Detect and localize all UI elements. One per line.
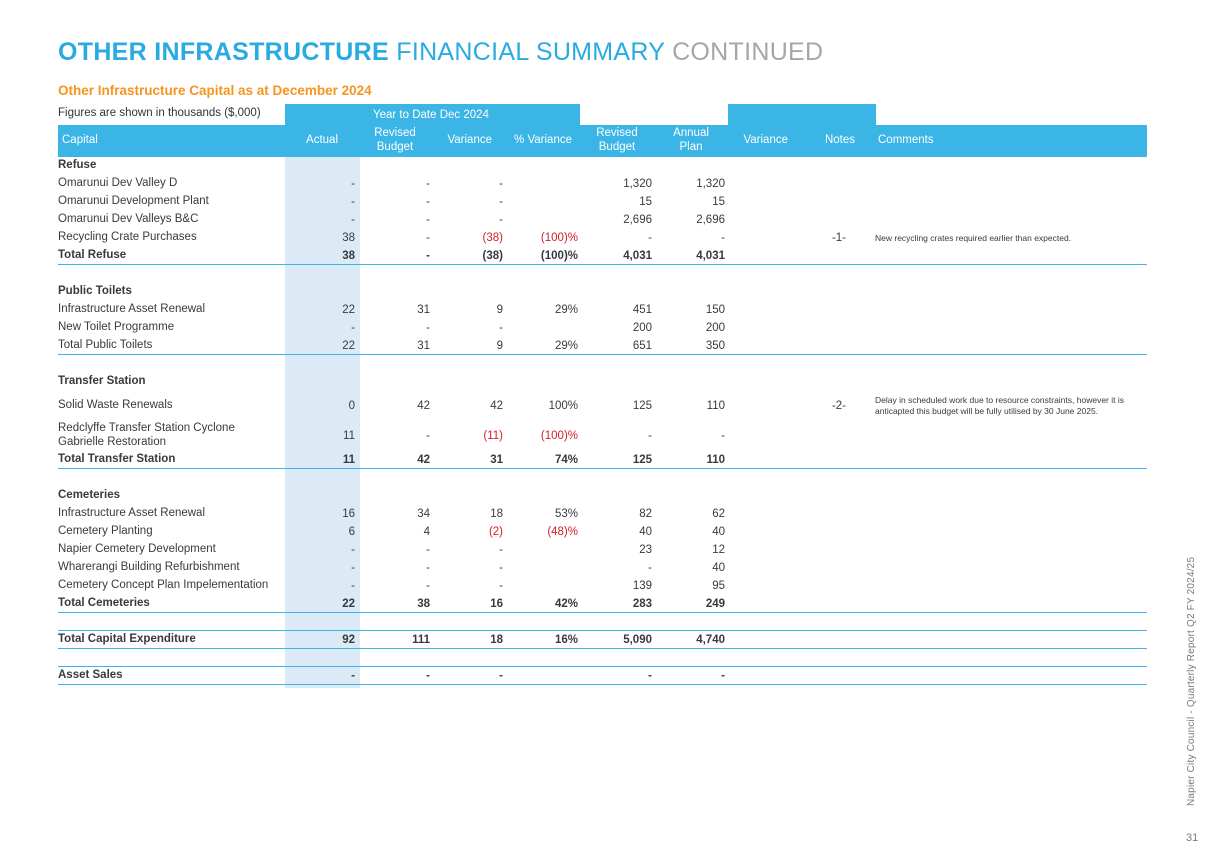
- table-row: [58, 193, 1147, 211]
- cell-variance: -: [499, 669, 503, 682]
- cell-revised-budget-annual: -: [648, 232, 652, 244]
- cell-revised-budget-annual: 283: [632, 597, 652, 610]
- cell-actual: 16: [342, 508, 355, 520]
- cell-revised-budget: 111: [412, 633, 430, 646]
- total-row: [58, 631, 1147, 649]
- cell-notes: -1-: [831, 232, 846, 244]
- cell-actual: 22: [342, 304, 355, 316]
- row-label: Cemetery Concept Plan Impelementation: [58, 579, 269, 592]
- cell-actual: -: [351, 214, 355, 226]
- cell-comments: New recycling crates required earlier than expected.: [875, 232, 1072, 243]
- row-label: Napier Cemetery Development: [58, 543, 216, 556]
- row-label: Cemetery Planting: [58, 525, 153, 538]
- cell-revised-budget-annual: 40: [639, 526, 652, 538]
- cell-annual-plan: 350: [705, 339, 725, 352]
- cell-revised-budget-annual: 5,090: [623, 633, 652, 646]
- cell-revised-budget: -: [426, 249, 430, 262]
- cell-variance: 9: [496, 339, 503, 352]
- row-label: Recycling Crate Purchases: [58, 231, 197, 244]
- cell-variance: -: [499, 178, 503, 190]
- section-heading: [58, 157, 1147, 175]
- cell-annual-plan: 110: [706, 453, 725, 466]
- cell-variance: (11): [483, 430, 503, 442]
- row-label: Public Toilets: [58, 285, 132, 298]
- table-row: [58, 559, 1147, 577]
- cell-pct-variance: 53%: [554, 508, 578, 520]
- row-label: Wharerangi Building Refurbishment: [58, 561, 240, 574]
- row-label: [58, 649, 284, 666]
- cell-revised-budget: -: [426, 669, 430, 682]
- cell-pct-variance: [508, 193, 578, 211]
- cell-variance: -: [499, 196, 503, 208]
- cell-annual-plan: 2,696: [696, 214, 725, 226]
- cell-revised-budget: 42: [417, 400, 430, 412]
- cell-annual-plan: 1,320: [696, 178, 725, 190]
- cell-revised-budget-annual: 23: [639, 544, 652, 556]
- cell-pct-variance: 16%: [554, 633, 578, 646]
- table-row: [58, 175, 1147, 193]
- row-label: New Toilet Programme: [58, 321, 175, 334]
- header-comments: Comments: [878, 134, 934, 147]
- row-label: [58, 355, 284, 373]
- header-revised-budget: Revised Budget: [374, 127, 416, 153]
- title-grey: CONTINUED: [672, 38, 824, 66]
- figures-note: Figures are shown in thousands ($,000): [58, 107, 261, 119]
- cell-revised-budget: -: [426, 196, 430, 208]
- cell-revised-budget: 42: [417, 453, 430, 466]
- cell-revised-budget: 31: [417, 304, 430, 316]
- cell-actual: -: [351, 196, 355, 208]
- table-row: [58, 469, 1147, 487]
- table-row: [58, 421, 1147, 451]
- table-row: [58, 649, 1147, 667]
- cell-actual: -: [351, 322, 355, 334]
- row-label: Refuse: [58, 159, 97, 172]
- page-title: [58, 38, 823, 67]
- cell-pct-variance: [508, 577, 578, 595]
- cell-variance: 18: [490, 508, 503, 520]
- total-row: [58, 667, 1147, 685]
- header-variance: Variance: [447, 134, 492, 147]
- cell-revised-budget: 4: [423, 526, 430, 538]
- table-row: [58, 541, 1147, 559]
- cell-revised-budget: 38: [417, 597, 430, 610]
- cell-pct-variance: 29%: [554, 304, 578, 316]
- cell-notes: -2-: [831, 400, 846, 412]
- annual-header-gap: [580, 104, 728, 125]
- header-notes: Notes: [824, 134, 855, 147]
- row-label: [58, 469, 284, 487]
- cell-revised-budget-annual: 125: [632, 400, 652, 412]
- cell-annual-plan: -: [721, 430, 725, 442]
- table-row: [58, 577, 1147, 595]
- cell-revised-budget-annual: 139: [632, 580, 652, 592]
- table-row: [58, 613, 1147, 631]
- cell-actual: 22: [342, 597, 355, 610]
- cell-annual-plan: 4,031: [696, 249, 725, 262]
- row-label: [58, 265, 284, 283]
- cell-comments: Delay in scheduled work due to resource constraints, however it is anticapted this budget will be fully utilised by 30 June 2025.: [875, 395, 1124, 416]
- title-light: FINANCIAL SUMMARY: [396, 38, 665, 66]
- cell-revised-budget: 31: [417, 339, 430, 352]
- cell-actual: 0: [348, 400, 355, 412]
- table-row: [58, 301, 1147, 319]
- table-row: [58, 523, 1147, 541]
- ytd-label: Year to Date Dec 2024: [373, 109, 489, 121]
- cell-annual-plan: 12: [712, 544, 725, 556]
- row-label: Total Capital Expenditure: [58, 632, 196, 645]
- cell-pct-variance: (100)%: [540, 232, 578, 244]
- cell-actual: -: [351, 669, 355, 682]
- row-label: Redclyffe Transfer Station Cyclone Gabrielle Restoration: [58, 422, 235, 448]
- cell-pct-variance: (100)%: [540, 430, 578, 442]
- row-label: Omarunui Dev Valleys B&C: [58, 213, 199, 226]
- cell-variance: 31: [490, 453, 503, 466]
- row-label: Total Transfer Station: [58, 452, 176, 465]
- row-label: Omarunui Development Plant: [58, 195, 209, 208]
- cell-revised-budget-annual: 15: [639, 196, 652, 208]
- cell-revised-budget-annual: 4,031: [623, 249, 652, 262]
- cell-revised-budget: -: [426, 178, 430, 190]
- cell-actual: 11: [342, 453, 355, 466]
- row-label: Total Public Toilets: [58, 338, 153, 351]
- cell-pct-variance: [508, 211, 578, 229]
- cell-revised-budget: -: [426, 580, 430, 592]
- cell-pct-variance: 42%: [554, 597, 578, 610]
- cell-annual-plan: -: [721, 669, 725, 682]
- cell-annual-plan: 40: [712, 526, 725, 538]
- notes-header-band: [728, 104, 876, 125]
- table-row: [58, 391, 1147, 421]
- cell-revised-budget-annual: 451: [632, 304, 652, 316]
- cell-revised-budget: -: [426, 214, 430, 226]
- total-row: [58, 595, 1147, 613]
- title-bold: OTHER INFRASTRUCTURE: [58, 38, 389, 66]
- cell-actual: 38: [342, 249, 355, 262]
- cell-variance: (38): [482, 232, 503, 244]
- header-capital: Capital: [62, 134, 98, 147]
- cell-revised-budget: -: [426, 562, 430, 574]
- cell-pct-variance: [508, 559, 578, 577]
- cell-pct-variance: [508, 541, 578, 559]
- cell-revised-budget-annual: -: [648, 669, 652, 682]
- cell-variance: (2): [488, 526, 503, 538]
- row-label: Total Refuse: [58, 248, 127, 261]
- cell-actual: -: [351, 580, 355, 592]
- row-label: Total Cemeteries: [58, 596, 150, 609]
- cell-variance: -: [499, 580, 503, 592]
- cell-annual-plan: 150: [705, 304, 725, 316]
- table-row: [58, 265, 1147, 283]
- cell-revised-budget-annual: 1,320: [623, 178, 652, 190]
- header-annual-plan: Annual Plan: [673, 127, 709, 153]
- cell-actual: 11: [343, 430, 355, 442]
- row-label: Solid Waste Renewals: [58, 399, 173, 412]
- cell-revised-budget-annual: 651: [632, 339, 652, 352]
- row-label: Transfer Station: [58, 375, 146, 388]
- row-label: [58, 613, 284, 630]
- cell-pct-variance: [508, 319, 578, 337]
- section-heading: [58, 487, 1147, 505]
- cell-annual-plan: 15: [712, 196, 725, 208]
- cell-revised-budget: -: [426, 322, 430, 334]
- cell-actual: -: [351, 178, 355, 190]
- cell-variance: 9: [496, 304, 503, 316]
- cell-annual-plan: 200: [705, 322, 725, 334]
- cell-variance: (38): [482, 249, 503, 262]
- cell-annual-plan: 40: [712, 562, 725, 574]
- cell-variance: -: [499, 562, 503, 574]
- table-row: [58, 319, 1147, 337]
- cell-revised-budget: -: [426, 430, 430, 442]
- cell-revised-budget-annual: -: [648, 562, 652, 574]
- table-subtitle: Other Infrastructure Capital as at December 2024: [58, 83, 372, 98]
- cell-annual-plan: 4,740: [696, 633, 725, 646]
- cell-pct-variance: (48)%: [547, 526, 578, 538]
- table-row: [58, 355, 1147, 373]
- header-revised-budget-annual: Revised Budget: [596, 127, 638, 153]
- cell-variance: 18: [490, 633, 503, 646]
- row-label: Infrastructure Asset Renewal: [58, 303, 206, 316]
- cell-revised-budget-annual: 82: [639, 508, 652, 520]
- cell-actual: -: [351, 562, 355, 574]
- row-label: Infrastructure Asset Renewal: [58, 507, 206, 520]
- cell-variance: -: [499, 322, 503, 334]
- total-row: [58, 337, 1147, 355]
- cell-actual: 92: [342, 633, 355, 646]
- cell-revised-budget: -: [426, 544, 430, 556]
- cell-revised-budget: -: [426, 232, 430, 244]
- report-footer-vertical: Napier City Council - Quarterly Report Q2 FY 2024/25: [1186, 556, 1197, 806]
- cell-annual-plan: 110: [706, 400, 725, 412]
- cell-pct-variance: [508, 175, 578, 193]
- cell-annual-plan: 62: [712, 508, 725, 520]
- section-heading: [58, 373, 1147, 391]
- cell-pct-variance: (100)%: [540, 249, 578, 262]
- cell-annual-plan: 249: [705, 597, 725, 610]
- table-row: [58, 229, 1147, 247]
- cell-variance: -: [499, 544, 503, 556]
- total-row: [58, 247, 1147, 265]
- total-row: [58, 451, 1147, 469]
- section-heading: [58, 283, 1147, 301]
- cell-actual: -: [351, 544, 355, 556]
- cell-variance: -: [499, 214, 503, 226]
- page-number: 31: [1186, 832, 1199, 844]
- header-pct-variance: % Variance: [514, 134, 572, 147]
- cell-revised-budget-annual: 125: [632, 453, 652, 466]
- cell-revised-budget-annual: 200: [632, 322, 652, 334]
- cell-revised-budget: 34: [417, 508, 430, 520]
- cell-pct-variance: 29%: [554, 339, 578, 352]
- cell-pct-variance: 74%: [554, 453, 578, 466]
- row-label: Asset Sales: [58, 668, 123, 681]
- cell-annual-plan: 95: [712, 580, 725, 592]
- cell-annual-plan: -: [721, 232, 725, 244]
- row-label: Cemeteries: [58, 489, 121, 502]
- cell-actual: 6: [348, 526, 355, 538]
- cell-actual: 38: [342, 232, 355, 244]
- header-actual: Actual: [306, 134, 338, 147]
- cell-pct-variance: 100%: [548, 400, 578, 412]
- cell-pct-variance: [508, 667, 578, 684]
- cell-variance: 42: [490, 400, 503, 412]
- cell-actual: 22: [342, 339, 355, 352]
- cell-revised-budget-annual: 2,696: [623, 214, 652, 226]
- row-label: Omarunui Dev Valley D: [58, 177, 178, 190]
- table-row: [58, 211, 1147, 229]
- table-row: [58, 505, 1147, 523]
- cell-revised-budget-annual: -: [648, 430, 652, 442]
- header-variance-annual: Variance: [743, 134, 788, 147]
- cell-variance: 16: [490, 597, 503, 610]
